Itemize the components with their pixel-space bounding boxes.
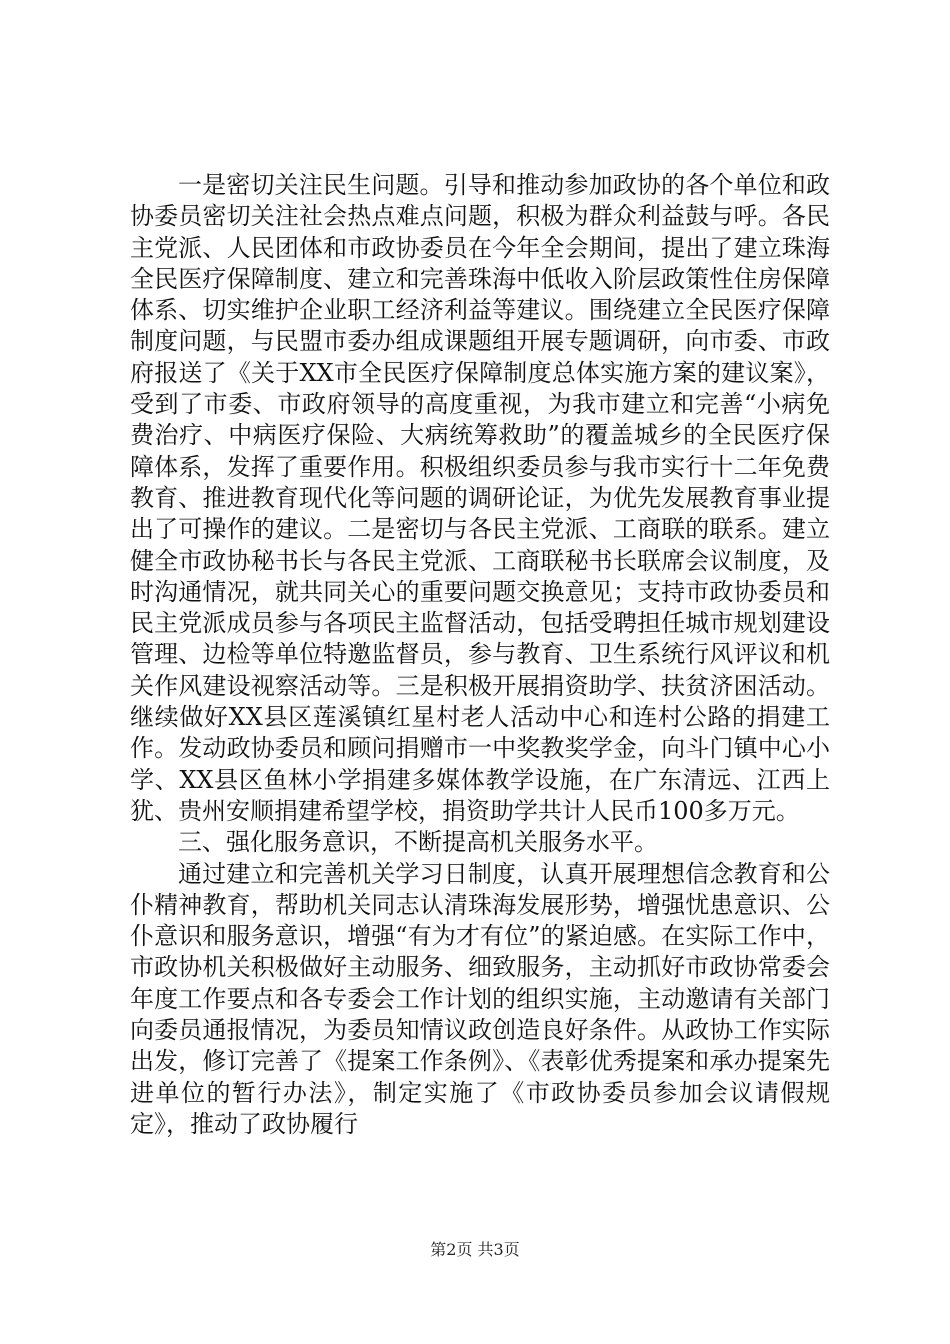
document-body bbox=[130, 170, 830, 1140]
paragraph-1: 一是密切关注民生问题。引导和推动参加政协的各个单位和政协委员密切关注社会热点难点问题，积极为群众利益鼓与呼。各民主党派、人民团体和市政协委员在今年全会期间，提出了建立珠海全民医疗保障制度、建立和完善珠海中低收入阶层政策性住房保障体系、切实维护企业职工经济利益等建议。围绕建立全民医疗保障制度问题，与民盟市委办组成课题组开展专题调研，向市委、市政府报送了《关于XX市全民医疗保障制度总体实施方案的建议案》，受到了市委、市政府领导的高度重视，为我市建立和完善“小病免费治疗、中病医疗保险、大病统筹救助”的覆盖城乡的全民医疗保障体系，发挥了重要作用。积极组织委员参与我市实行十二年免费教育、推进教育现代化等问题的调研论证，为优先发展教育事业提出了可操作的建议。二是密切与各民主党派、工商联的联系。建立健全市政协秘书长与各民主党派、工商联秘书长联席会议制度，及时沟通情况，就共同关心的重要问题交换意见；支持市政协委员和民主党派成员参与各项民主监督活动，包括受聘担任城市规划建设管理、边检等单位特邀监督员，参与教育、卫生系统行风评议和机关作风建设视察活动等。三是积极开展捐资助学、扶贫济困活动。继续做好XX县区莲溪镇红星村老人活动中心和连村公路的捐建工作。发动政协委员和顾问捐赠市一中奖教奖学金，向斗门镇中心小学、XX县区鱼林小学捐建多媒体教学设施，在广东清远、江西上犹、贵州安顺捐建希望学校，捐资助学共计人民币100多万元。 bbox=[130, 171, 830, 825]
page-number-footer: 第2页 共3页 bbox=[430, 1240, 520, 1259]
paragraph-2: 三、强化服务意识，不断提高机关服务水平。 bbox=[178, 828, 658, 857]
paragraph-3: 通过建立和完善机关学习日制度，认真开展理想信念教育和公仆精神教育，帮助机关同志认清珠海发展形势，增强忧患意识、公仆意识和服务意识，增强“有为才有位”的紧迫感。在实际工作中，市政协机关积极做好主动服务、细致服务，主动抓好市政协常委会年度工作要点和各专委会工作计划的组织实施，主动邀请有关部门向委员通报情况，为委员知情议政创造良好条件。从政协工作实际出发，修订完善了《提案工作条例》、《表彰优秀提案和承办提案先进单位的暂行办法》，制定实施了《市政协委员参加会议请假规定》，推动了政协履行 bbox=[130, 859, 830, 1138]
